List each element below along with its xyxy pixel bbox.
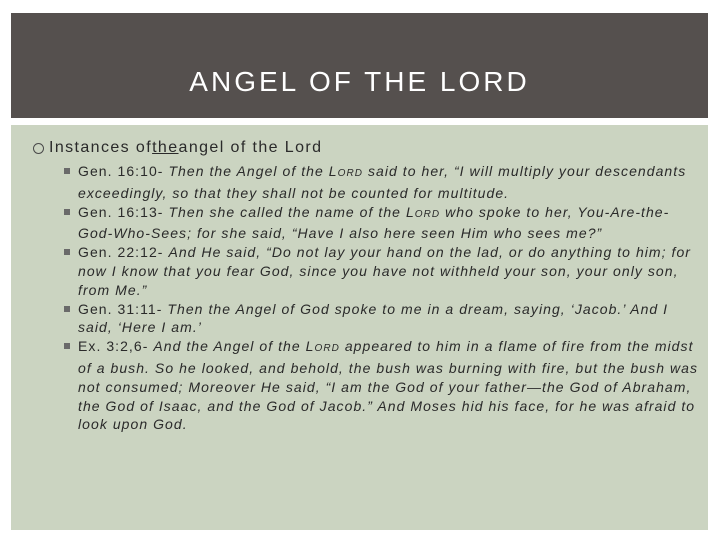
verse-text: Then the Angel of God spoke to me in a dream, saying, ‘Jacob.’ And I said, ‘Here I am.’	[78, 300, 669, 336]
heading-text-underlined: the	[152, 139, 179, 156]
square-bullet-icon	[64, 249, 70, 255]
heading-text-pre: Instances of	[49, 139, 153, 156]
verse-text: And the Angel of the L	[153, 338, 315, 355]
list-item	[64, 203, 700, 244]
list-item	[64, 300, 700, 338]
verse-reference: Gen. 31:11-	[78, 300, 168, 317]
verse-reference: Gen. 16:10-	[78, 163, 169, 179]
verse-text: And He said, “Do not lay your hand on the lad, or do anything to him; for now I know that you fear God, since you have not withheld your son, your only son, from Me.”	[78, 244, 692, 298]
title-bar	[11, 13, 708, 118]
list-item	[64, 243, 700, 299]
verse-text: appeared to him in a flame of fire from the midst of a bush. So he looked, and behold, the bush was burning with fire, but the bush was not consumed; Moreover He said, “I am the God of your father—the God of Abraham, the God of Isaac, and the God of Jacob.” And Moses hid his face, for he was afraid to look upon God.	[78, 338, 699, 433]
square-bullet-icon	[64, 168, 70, 174]
instances-list	[64, 162, 700, 434]
verse-text: said to her, “I will multiply your descendants exceedingly, so that they shall not be counted for multitude.	[78, 163, 687, 201]
verse-reference: Ex. 3:2,6-	[78, 338, 154, 355]
verse-reference: Gen. 22:12-	[78, 244, 169, 261]
verse-text: who spoke to her, You-Are-the-God-Who-Sees; for she said, “Have I also here seen Him who sees me?”	[78, 203, 670, 242]
section-heading	[33, 139, 693, 157]
small-caps-text: ORD	[337, 168, 363, 179]
content-panel	[11, 125, 708, 530]
slide-title: ANGEL OF THE LORD	[189, 66, 530, 97]
list-item	[64, 337, 700, 434]
verse-text: Then she called the name of the L	[168, 203, 415, 220]
verse-text: Then the Angel of the L	[168, 163, 338, 179]
square-bullet-icon	[64, 343, 70, 349]
small-caps-text: ORD	[414, 208, 441, 220]
square-bullet-icon	[64, 209, 70, 215]
small-caps-text: ORD	[314, 343, 340, 355]
ring-bullet-icon	[33, 143, 44, 154]
heading-text-post: angel of the Lord	[178, 139, 323, 156]
list-item	[64, 162, 700, 203]
square-bullet-icon	[64, 306, 70, 312]
verse-reference: Gen. 16:13-	[78, 203, 169, 220]
